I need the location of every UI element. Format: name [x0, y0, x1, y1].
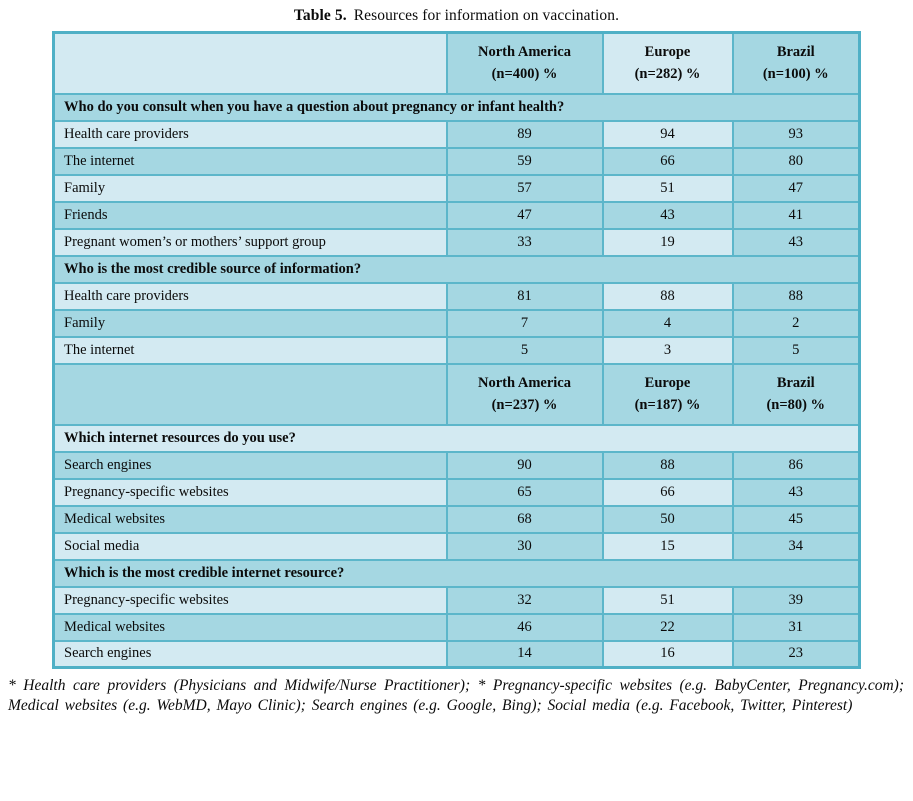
section-header: Who is the most credible source of information?	[54, 256, 860, 283]
region-sample-size: (n=80) %	[766, 397, 826, 413]
region-name: North America	[477, 44, 571, 61]
region-name: Brazil	[776, 374, 815, 391]
value-cell: 57	[447, 175, 603, 202]
value-cell: 47	[733, 175, 860, 202]
value-cell: 88	[733, 283, 860, 310]
value-cell: 3	[603, 337, 733, 364]
region-header-cell	[733, 33, 860, 94]
value-cell: 2	[733, 310, 860, 337]
row-label: Friends	[54, 202, 447, 229]
table-row	[54, 229, 860, 256]
table-row	[54, 202, 860, 229]
value-cell: 5	[733, 337, 860, 364]
row-label: Search engines	[54, 452, 447, 479]
section-header-row	[54, 256, 860, 283]
value-cell: 94	[603, 121, 733, 148]
value-cell: 88	[603, 452, 733, 479]
region-header-cell	[603, 33, 733, 94]
value-cell: 65	[447, 479, 603, 506]
vaccination-resources-table	[52, 31, 861, 669]
table-row	[54, 283, 860, 310]
empty-header-cell	[54, 33, 447, 94]
table-row	[54, 310, 860, 337]
value-cell: 47	[447, 202, 603, 229]
row-label: Health care providers	[54, 283, 447, 310]
column-header-row	[54, 364, 860, 425]
value-cell: 22	[603, 614, 733, 641]
value-cell: 59	[447, 148, 603, 175]
row-label: Search engines	[54, 641, 447, 668]
value-cell: 4	[603, 310, 733, 337]
table-body	[54, 33, 860, 668]
row-label: Medical websites	[54, 614, 447, 641]
value-cell: 43	[733, 229, 860, 256]
section-header: Which is the most credible internet resource?	[54, 560, 860, 587]
value-cell: 41	[733, 202, 860, 229]
row-label: Pregnant women’s or mothers’ support group	[54, 229, 447, 256]
row-label: Pregnancy-specific websites	[54, 587, 447, 614]
region-sample-size: (n=100) %	[762, 66, 829, 83]
table-row	[54, 175, 860, 202]
row-label: Pregnancy-specific websites	[54, 479, 447, 506]
table-row	[54, 148, 860, 175]
value-cell: 51	[603, 587, 733, 614]
region-name: Europe	[644, 374, 691, 391]
value-cell: 5	[447, 337, 603, 364]
table-row	[54, 479, 860, 506]
row-label: Health care providers	[54, 121, 447, 148]
value-cell: 86	[733, 452, 860, 479]
value-cell: 43	[733, 479, 860, 506]
value-cell: 33	[447, 229, 603, 256]
row-label: Family	[54, 310, 447, 337]
section-header-row	[54, 560, 860, 587]
value-cell: 68	[447, 506, 603, 533]
value-cell: 90	[447, 452, 603, 479]
table-row	[54, 641, 860, 668]
value-cell: 50	[603, 506, 733, 533]
section-header: Which internet resources do you use?	[54, 425, 860, 452]
table-caption-number: Table 5.	[293, 7, 347, 24]
value-cell: 93	[733, 121, 860, 148]
value-cell: 16	[603, 641, 733, 668]
value-cell: 34	[733, 533, 860, 560]
value-cell: 7	[447, 310, 603, 337]
section-header: Who do you consult when you have a question about pregnancy or infant health?	[54, 94, 860, 121]
value-cell: 51	[603, 175, 733, 202]
table-row	[54, 614, 860, 641]
row-label: Social media	[54, 533, 447, 560]
value-cell: 89	[447, 121, 603, 148]
region-header-cell	[447, 33, 603, 94]
table-row	[54, 506, 860, 533]
region-sample-size: (n=187) %	[634, 397, 701, 413]
table-caption	[0, 0, 913, 31]
value-cell: 14	[447, 641, 603, 668]
region-sample-size: (n=400) %	[491, 66, 558, 83]
region-header-cell	[447, 364, 603, 425]
value-cell: 80	[733, 148, 860, 175]
row-label: The internet	[54, 148, 447, 175]
table-row	[54, 337, 860, 364]
value-cell: 23	[733, 641, 860, 668]
value-cell: 43	[603, 202, 733, 229]
table-caption-text: Resources for information on vaccination.	[353, 7, 620, 24]
value-cell: 45	[733, 506, 860, 533]
value-cell: 31	[733, 614, 860, 641]
region-name: Brazil	[776, 44, 815, 61]
row-label: Medical websites	[54, 506, 447, 533]
region-sample-size: (n=282) %	[634, 66, 701, 83]
section-header-row	[54, 94, 860, 121]
empty-header-cell	[54, 364, 447, 425]
row-label: Family	[54, 175, 447, 202]
region-sample-size: (n=237) %	[491, 397, 558, 413]
table-row	[54, 452, 860, 479]
value-cell: 88	[603, 283, 733, 310]
region-name: North America	[477, 374, 571, 391]
value-cell: 66	[603, 479, 733, 506]
section-header-row	[54, 425, 860, 452]
table-row	[54, 587, 860, 614]
region-name: Europe	[644, 44, 691, 61]
value-cell: 32	[447, 587, 603, 614]
region-header-cell	[733, 364, 860, 425]
row-label: The internet	[54, 337, 447, 364]
value-cell: 30	[447, 533, 603, 560]
column-header-row	[54, 33, 860, 94]
table-row	[54, 121, 860, 148]
table-footnote: * Health care providers (Physicians and Midwife/Nurse Practitioner); * Pregnancy-specific websites (e.g. BabyCenter, Pregnancy.com); Medical websites (e.g. WebMD, Mayo Clinic); Search engines (e.g. Google, Bing); Social media (e.g. Facebook, Twitter, Pinterest)	[8, 677, 904, 715]
value-cell: 19	[603, 229, 733, 256]
region-header-cell	[603, 364, 733, 425]
value-cell: 66	[603, 148, 733, 175]
value-cell: 81	[447, 283, 603, 310]
value-cell: 39	[733, 587, 860, 614]
value-cell: 46	[447, 614, 603, 641]
table-row	[54, 533, 860, 560]
value-cell: 15	[603, 533, 733, 560]
